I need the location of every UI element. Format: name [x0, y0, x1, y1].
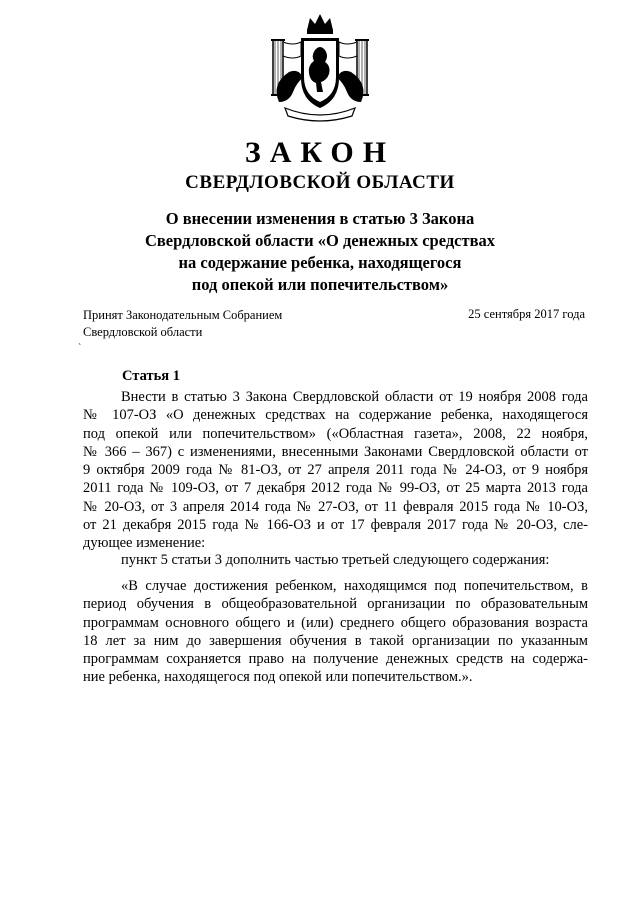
paragraph-line: «В случае достижения ребенком, находящимся под попечительством, в	[121, 578, 588, 594]
article-paragraph-1	[83, 388, 588, 553]
paragraph-line: 18 лет за ним до завершения обучения в такой организации по указанным	[83, 632, 588, 649]
adoption-line: Принят Законодательным Собранием	[83, 308, 283, 322]
paragraph-line: Внести в статью 3 Закона Свердловской области от 19 ноября 2008 года	[121, 389, 588, 405]
paragraph-line: программам сохраняется право на получение денежных средств на содержа-	[83, 651, 588, 668]
paragraph-line: ние ребенка, находящегося под опекой или попечительством.».	[83, 669, 473, 686]
adoption-date: 25 сентября 2017 года	[468, 307, 585, 321]
region-title: СВЕРДЛОВСКОЙ ОБЛАСТИ	[185, 172, 455, 193]
law-subject	[100, 208, 540, 296]
adoption-line: Свердловской области	[83, 325, 203, 339]
paragraph-line: под опекой или попечительством» («Областная газета», 2008, 22 ноября,	[83, 425, 588, 442]
subject-line: О внесении изменения в статью 3 Закона	[165, 209, 475, 228]
adoption-authority	[83, 307, 282, 341]
law-title: ЗАКОН	[244, 136, 396, 169]
paragraph-line: № 366 – 367) с изменениями, внесенными Законами Свердловской области от	[83, 443, 588, 460]
subject-line: на содержание ребенка, находящегося	[178, 253, 462, 272]
paragraph-line: 9 октября 2009 года № 81-ОЗ, от 27 апреля 2011 года № 24-ОЗ, от 9 ноября	[83, 462, 588, 479]
paragraph-line: 2011 года № 109-ОЗ, от 7 декабря 2012 года № 99-ОЗ, от 25 марта 2013 года	[83, 480, 588, 497]
stray-mark: `	[78, 343, 82, 354]
paragraph-line: программам основного общего и (или) среднего общего образования возраста	[83, 614, 588, 631]
paragraph-line: дующее изменение:	[83, 535, 206, 552]
article-paragraph-2	[83, 551, 588, 569]
subject-line: Свердловской области «О денежных средствах	[144, 231, 496, 250]
sverdlovsk-coat-of-arms-icon	[265, 10, 375, 122]
paragraph-line: пункт 5 статьи 3 дополнить частью третьей следующего содержания:	[121, 552, 550, 568]
article-paragraph-3	[83, 577, 588, 687]
paragraph-line: № 20-ОЗ, от 3 апреля 2014 года № 27-ОЗ, от 11 февраля 2015 года № 10-ОЗ,	[83, 498, 588, 515]
paragraph-line: период обучения в общеобразовательной организации по образовательным	[83, 596, 588, 613]
article-title: Статья 1	[122, 368, 180, 384]
paragraph-line: № 107-ОЗ «О денежных средствах на содержание ребенка, находящегося	[83, 407, 588, 424]
paragraph-line: от 21 декабря 2015 года № 166-ОЗ и от 17 февраля 2017 года № 20-ОЗ, сле-	[83, 517, 588, 534]
subject-line: под опекой или попечительством»	[191, 275, 449, 294]
